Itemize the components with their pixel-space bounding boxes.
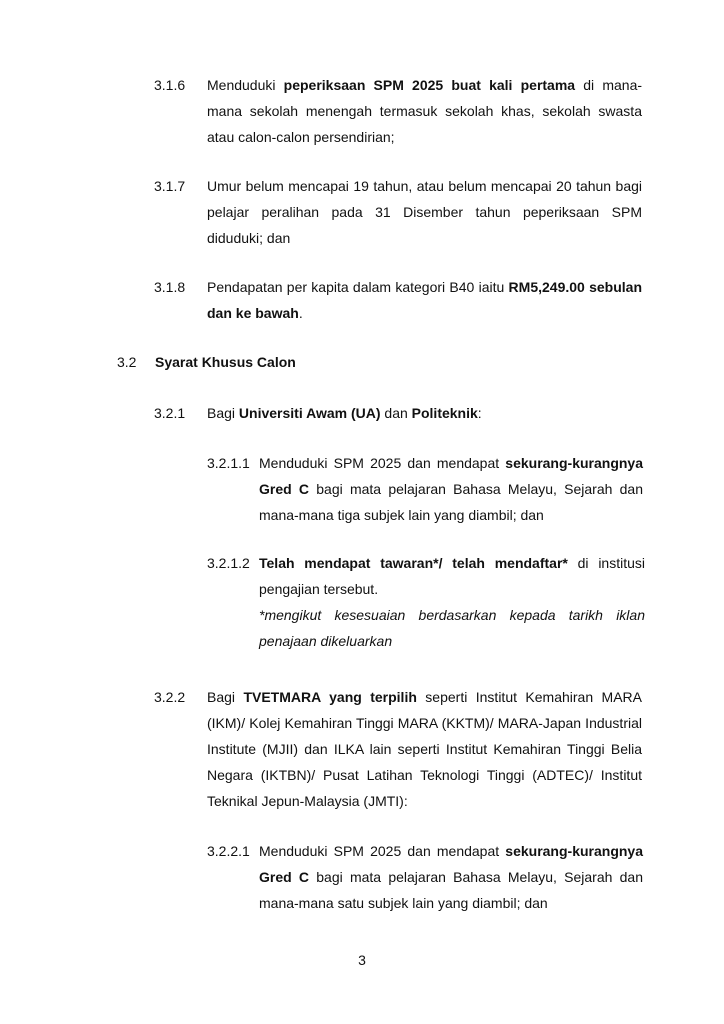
clause-number: 3.1.6 (154, 77, 186, 93)
clause-3-1-8 (154, 274, 644, 328)
bold-text: TVETMARA yang terpilih (243, 689, 417, 705)
clause-3-2-2 (154, 684, 644, 818)
section-title: Syarat Khusus Calon (155, 354, 296, 370)
bold-text: RM5,249.00 sebulan dan ke bawah (207, 279, 642, 321)
clause-text: Menduduki SPM 2025 dan mendapat sekurang-kurangnya Gred C bagi mata pelajaran Bahasa Melayu, Sejarah dan mana-mana satu subjek lain yang diambil; dan (259, 843, 643, 911)
clause-3-2-2-1 (207, 838, 645, 944)
bold-text: sekurang-kurangnya Gred C (259, 455, 643, 497)
clause-number: 3.2.1 (154, 405, 186, 421)
clause-number: 3.1.8 (154, 279, 186, 295)
clause-number: 3.2.2.1 (207, 843, 250, 859)
clause-3-2-1-2 (207, 550, 647, 660)
clause-number: 3.1.7 (154, 178, 186, 194)
bold-text: Telah mendapat tawaran*/ telah mendaftar* (259, 555, 568, 571)
clause-3-2-1-1 (207, 450, 645, 530)
clause-3-2-1 (154, 400, 644, 426)
page-number: 3 (358, 952, 366, 968)
clause-text: Telah mendapat tawaran*/ telah mendaftar* di institusi pengajian tersebut. *mengikut kesesuaian berdasarkan kepada tarikh iklan penajaan dikeluarkan (259, 555, 646, 649)
clause-number: 3.2.1.2 (207, 555, 250, 571)
clause-text: Umur belum mencapai 19 tahun, atau belum mencapai 20 tahun bagi pelajar peralihan pada 31 Disember tahun peperiksaan SPM diduduki; dan (207, 178, 642, 246)
clause-text: Bagi TVETMARA yang terpilih seperti Institut Kemahiran MARA (IKM)/ Kolej Kemahiran Tinggi MARA (KKTM)/ MARA-Japan Industrial Institute (MJII) dan ILKA lain seperti Institut Kemahiran Tinggi Belia Negara (IKTBN)/ Pusat Latihan Teknologi Tinggi (ADTEC)/ Institut Teknikal Jepun-Malaysia (JMTI): (207, 689, 642, 809)
clause-text: Menduduki SPM 2025 dan mendapat sekurang-kurangnya Gred C bagi mata pelajaran Bahasa Melayu, Sejarah dan mana-mana tiga subjek lain yang diambil; dan (259, 455, 643, 523)
bold-text: Universiti Awam (UA) (238, 405, 381, 421)
bold-text: Politeknik (411, 405, 478, 421)
clause-3-1-7 (154, 173, 644, 253)
bold-text: sekurang-kurangnya Gred C (259, 843, 643, 885)
clause-3-1-6 (154, 72, 644, 152)
clause-text: Bagi Universiti Awam (UA) dan Politeknik: (207, 405, 482, 421)
footnote-text: *mengikut kesesuaian berdasarkan kepada tarikh iklan penajaan dikeluarkan (259, 607, 645, 649)
clause-number: 3.2.2 (154, 689, 186, 705)
clause-number: 3.2.1.1 (207, 455, 250, 471)
clause-text: Pendapatan per kapita dalam kategori B40 iaitu RM5,249.00 sebulan dan ke bawah. (207, 279, 642, 321)
section-3-2-heading (117, 349, 517, 375)
section-number: 3.2 (117, 354, 137, 370)
bold-text: peperiksaan SPM 2025 buat kali pertama (283, 77, 576, 93)
clause-text: Menduduki peperiksaan SPM 2025 buat kali pertama di mana-mana sekolah menengah termasuk sekolah khas, sekolah swasta atau calon-calon persendirian; (207, 77, 643, 145)
